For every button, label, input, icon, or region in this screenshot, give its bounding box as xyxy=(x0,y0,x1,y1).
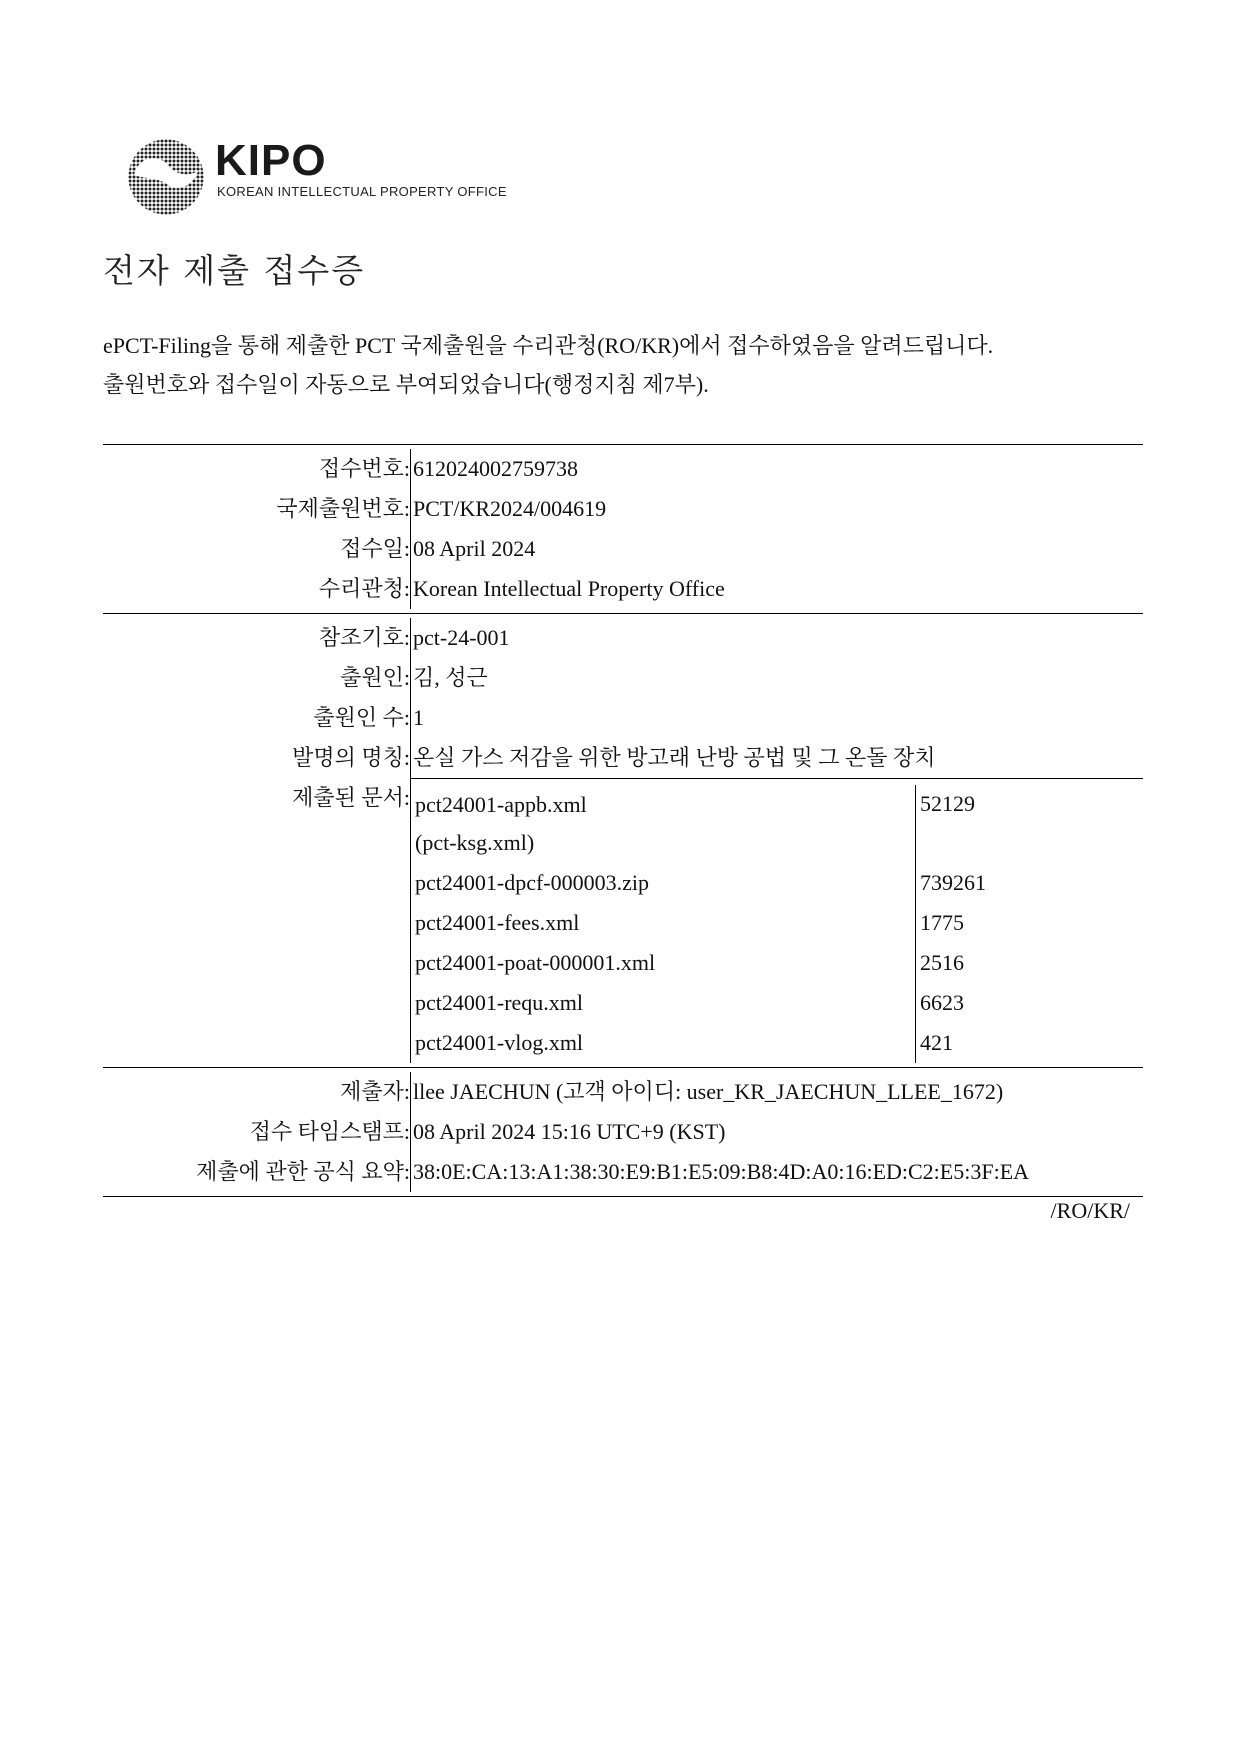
receipt-number-row xyxy=(103,449,1143,489)
file-row xyxy=(411,779,1143,823)
applicant-count-label: 출원인 수: xyxy=(103,698,411,738)
file-size: 1775 xyxy=(920,910,964,935)
digest-label: 제출에 관한 공식 요약: xyxy=(103,1152,411,1192)
logo-wordmark: KIPO xyxy=(215,136,327,185)
receiving-office-value: Korean Intellectual Property Office xyxy=(413,576,725,601)
applicant-row xyxy=(103,658,1143,698)
applicant-label: 출원인: xyxy=(103,658,411,698)
file-name: pct24001-dpcf-000003.zip xyxy=(411,863,916,903)
applicant-value: 김, 성근 xyxy=(413,665,488,690)
receipt-section xyxy=(103,445,1143,614)
receipt-date-label: 접수일: xyxy=(103,529,411,569)
intro-line-2: 출원번호와 접수일이 자동으로 부여되었습니다(행정지침 제7부). xyxy=(103,372,709,397)
file-size: 421 xyxy=(920,1030,953,1055)
receipt-number-label: 접수번호: xyxy=(103,449,411,489)
kipo-logo xyxy=(124,135,544,215)
reference-value: pct-24-001 xyxy=(413,625,510,650)
office-code: /RO/KR/ xyxy=(1050,1198,1130,1223)
digest-value: 38:0E:CA:13:A1:38:30:E9:B1:E5:09:B8:4D:A0:16:ED:C2:E5:3F:EA xyxy=(413,1159,1030,1184)
intro-line-1: ePCT-Filing을 통해 제출한 PCT 국제출원을 수리관청(RO/KR)에서 접수하였음을 알려드립니다. xyxy=(103,333,994,358)
file-name: pct24001-fees.xml xyxy=(411,903,916,943)
submitter-label: 제출자: xyxy=(103,1072,411,1112)
intl-application-number-row xyxy=(103,489,1143,529)
file-name: (pct-ksg.xml) xyxy=(411,823,916,863)
file-name: pct24001-requ.xml xyxy=(411,983,916,1023)
file-name: pct24001-vlog.xml xyxy=(411,1023,916,1063)
logo-subtitle: KOREAN INTELLECTUAL PROPERTY OFFICE xyxy=(217,184,507,199)
receiving-office-label: 수리관청: xyxy=(103,569,411,609)
reference-row xyxy=(103,618,1143,658)
submitter-row xyxy=(103,1072,1143,1112)
page-title: 전자 제출 접수증 xyxy=(103,251,366,290)
receipt-date-row xyxy=(103,529,1143,569)
submitted-files-row xyxy=(103,778,1143,1063)
file-row xyxy=(411,903,1143,943)
intro-text xyxy=(103,326,993,404)
submitted-files-table xyxy=(411,778,1143,1063)
file-size: 6623 xyxy=(920,990,964,1015)
receipt-number-value: 612024002759738 xyxy=(413,456,578,481)
file-size: 2516 xyxy=(920,950,964,975)
submitted-files-label: 제출된 문서: xyxy=(103,778,411,1063)
applicant-count-value: 1 xyxy=(413,705,424,730)
timestamp-value: 08 April 2024 15:16 UTC+9 (KST) xyxy=(413,1119,726,1144)
submission-section xyxy=(103,1068,1143,1197)
receiving-office-row xyxy=(103,569,1143,609)
file-name: pct24001-appb.xml xyxy=(411,785,916,823)
submitter-value: llee JAECHUN (고객 아이디: user_KR_JAECHUN_LLEE_1672) xyxy=(413,1079,1004,1104)
file-row xyxy=(411,823,1143,863)
file-row xyxy=(411,983,1143,1023)
taegeuk-emblem-icon xyxy=(124,135,208,219)
file-row xyxy=(411,1023,1143,1063)
file-size: 739261 xyxy=(920,870,986,895)
timestamp-label: 접수 타임스탬프: xyxy=(103,1112,411,1152)
file-name: pct24001-poat-000001.xml xyxy=(411,943,916,983)
invention-title-label: 발명의 명칭: xyxy=(103,738,411,778)
intl-application-number-label: 국제출원번호: xyxy=(103,489,411,529)
applicant-count-row xyxy=(103,698,1143,738)
file-size: 52129 xyxy=(920,791,975,816)
invention-title-value: 온실 가스 저감을 위한 방고래 난방 공법 및 그 온돌 장치 xyxy=(413,745,936,770)
receipt-sheet xyxy=(103,444,1143,1197)
reference-label: 참조기호: xyxy=(103,618,411,658)
timestamp-row xyxy=(103,1112,1143,1152)
file-row xyxy=(411,943,1143,983)
file-row xyxy=(411,863,1143,903)
intl-application-number-value: PCT/KR2024/004619 xyxy=(413,496,607,521)
invention-title-row xyxy=(103,738,1143,778)
receipt-date-value: 08 April 2024 xyxy=(413,536,536,561)
application-section xyxy=(103,614,1143,1068)
digest-row xyxy=(103,1152,1143,1192)
